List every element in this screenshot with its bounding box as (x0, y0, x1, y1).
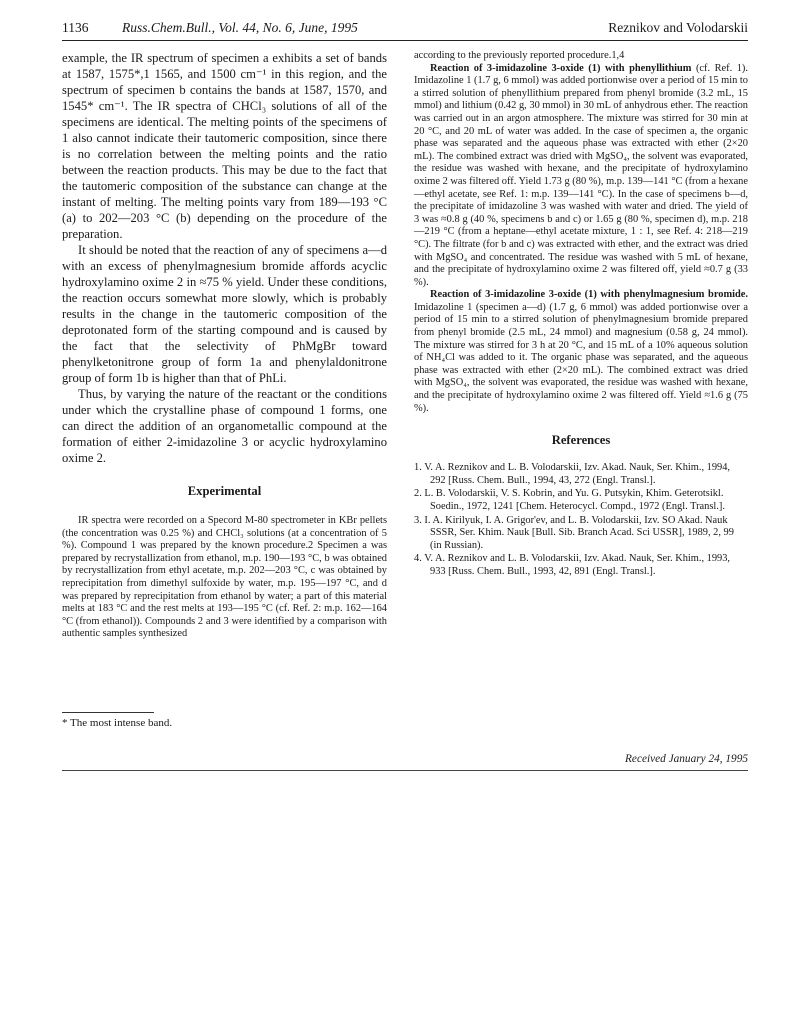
header-rule (62, 40, 748, 41)
running-header (62, 14, 748, 40)
discussion-paragraph-3: Thus, by varying the nature of the reactant or the conditions under which the crystalline phase of compound 1 forms, one can direct the addition of an organometallic compound at the formation of either 2-imidazoline 3 or acyclic hydroxylamino oxime 2. (62, 387, 387, 465)
reference-item: 2. L. B. Volodarskii, V. S. Kobrin, and Yu. G. Putsykin, Khim. Geterotsikl. Soedin., 1972, 1241 [Chem. Heterocycl. Compd., 1972 (Engl. Transl.]. (414, 488, 725, 512)
continued-text: according to the previously reported procedure.1,4 (414, 50, 625, 61)
right-column (414, 50, 748, 580)
left-column (62, 50, 387, 641)
reference-item: 3. I. A. Kirilyuk, I. A. Grigor'ev, and L. B. Volodarskii, Izv. SO Akad. Nauk SSSR, Ser. Khim. Nauk [Bull. Sib. Branch Acad. Sci USSR], 1989, 2, 99 (in Russian). (414, 514, 734, 551)
references-heading: References (551, 433, 611, 448)
discussion-paragraph-2: It should be noted that the reaction of any of specimens a—d with an excess of phenylmagnesium bromide affords acyclic hydroxylamino oxime 2 in ≈75 % yield. Under these conditions, the reaction occurs somewhat more slowly, which is probably results in the change in the tautomeric composition of the deprotonated form of the starting compound and is caused by the fact that the selectivity of PhMgBr toward phenylketonitrone group of form 1a and phenylaldonitrone group of form 1b is higher than that of PhLi. (62, 243, 387, 385)
reference-item: 1. V. A. Reznikov and L. B. Volodarskii, Izv. Akad. Nauk, Ser. Khim., 1994, 292 [Russ. Chem. Bull., 1994, 43, 272 (Engl. Transl.]. (414, 462, 731, 486)
journal-citation: Russ.Chem.Bull., Vol. 44, No. 6, June, 1995 (122, 20, 358, 35)
bottom-rule (62, 770, 748, 771)
discussion-paragraph-1: example, the IR spectrum of specimen a exhibits a set of bands at 1587, 1575*,1 1565, and 1500 cm⁻¹ in this region, and the spectrum of specimen b contains the bands at 1587, 1570, and 1545* cm⁻¹. The IR spectra of CHCl₃ solutions of all of the specimens are identical. The melting points of the specimens of 1 also cannot indicate their tautomeric composition, since there is no correlation between the melting points and the ratio between the reaction products. This may be due to the fact that the tautomeric composition of the substance can change at the instant of melting. The melting points vary from 189—193 °C (a) to 202—203 °C (b) depending on the procedure of the preparation. (62, 51, 387, 241)
references-list (414, 462, 748, 578)
reaction-1-title: Reaction of 3-imidazoline 3-oxide (1) with phenyllithium (430, 62, 692, 74)
footnote: * The most intense band. (62, 717, 173, 729)
reaction-1-paragraph (414, 63, 748, 290)
running-authors: Reznikov and Volodarskii (608, 20, 748, 35)
footnote-rule (62, 712, 154, 713)
experimental-paragraph: IR spectra were recorded on a Specord M-80 spectrometer in KBr pellets (the concentration was 0.25 %) and CHCl₃ solutions (at a concentration of 5 %). Compound 1 was prepared by the known procedure.2 Specimen a was prepared by recrystallization from ethanol, m.p. 190—193 °C, b was obtained by recrystallization from ethyl acetate, m.p. 202—203 °C, c was obtained by reprecipitation from dimethyl sulfoxide by water, m.p. 195—197 °C, and d was prepared by reprecipitation from ethanol by water; a part of this material melts at 183 °C and the rest melts at 193—195 °C (cf. Ref. 2: m.p. 162—164 °C (from ethanol)). Compounds 2 and 3 were identified by a comparison with authentic samples synthesized (62, 515, 387, 640)
page-number: 1136 (62, 20, 89, 35)
reaction-2-text: Imidazoline 1 (specimen a—d) (1.7 g, 6 mmol) was added portionwise over a period of 15 min to a stirred solution of phenylmagnesium bromide prepared from phenyl bromide (2.5 mL, 24 mmol) and magnesium (0.58 g, 24 mmol). The mixture was stirred for 3 h at 20 °C, and 15 mL of a 10% aqueous solution of NH₄Cl was added to it. The organic phase was separated, and the aqueous phase was extracted with ether (2×20 mL). The combined extract was dried with MgSO₄, the solvent was evaporated, the residue was washed with hexane, and the precipitate of hydroxylamino oxime 2 was filtered off. Yield ≈1.6 g (75 %). (414, 301, 748, 414)
reaction-2-paragraph (414, 289, 748, 415)
reference-item: 4. V. A. Reznikov and L. B. Volodarskii, Izv. Akad. Nauk, Ser. Khim., 1993, 933 [Russ. Chem. Bull., 1993, 42, 891 (Engl. Transl.]. (414, 553, 731, 577)
reaction-1-text: (cf. Ref. 1). Imidazoline 1 (1.7 g, 6 mmol) was added portionwise over a period of 15 min to a stirred solution of phenyllithium prepared from phenyl bromide (3.2 mL, 15 mmol) and lithium (0.42 g, 30 mmol) in 30 mL of anhydrous ether. The reaction was carried out in an argon atmosphere. The mixture was stirred for 30 min at 20 °C, and 20 mL of water was added. In the case of specimen a, the organic phase was separated and the aqueous phase was extracted with ether (2×20 mL). The combined extract was dried with MgSO₄, the solvent was evaporated, the residue was washed with hexane, and the precipitate of hydroxylamino oxime 2 was filtered off. Yield 1.73 g (80 %), m.p. 139—141 °C (from a hexane—ethyl acetate, see Ref. 1: m.p. 139—141 °C). In the case of specimens b—d, the precipitate of imidazoline 3 was washed with water and dried. The yield of 3 was ≈0.8 g (40 %, specimens b and c) or 1.65 g (80 %, specimen d), m.p. 218—219 °C (from a heptane—ethyl acetate mixture, 1 : 1, see Ref. 4: 218—219 °C). The filtrate (for b and c) was extracted with ether, and the extract was dried with MgSO₄ and concentrated. The residue was washed with 5 mL of hexane, and the precipitate of hydroxylamino oxime 2 was filtered off, yield ≈0.7 g (33 %). (414, 62, 748, 288)
reaction-2-title: Reaction of 3-imidazoline 3-oxide (1) with phenylmagnesium bromide. (430, 289, 748, 301)
received-date: Received January 24, 1995 (625, 753, 748, 765)
experimental-heading: Experimental (187, 484, 262, 498)
